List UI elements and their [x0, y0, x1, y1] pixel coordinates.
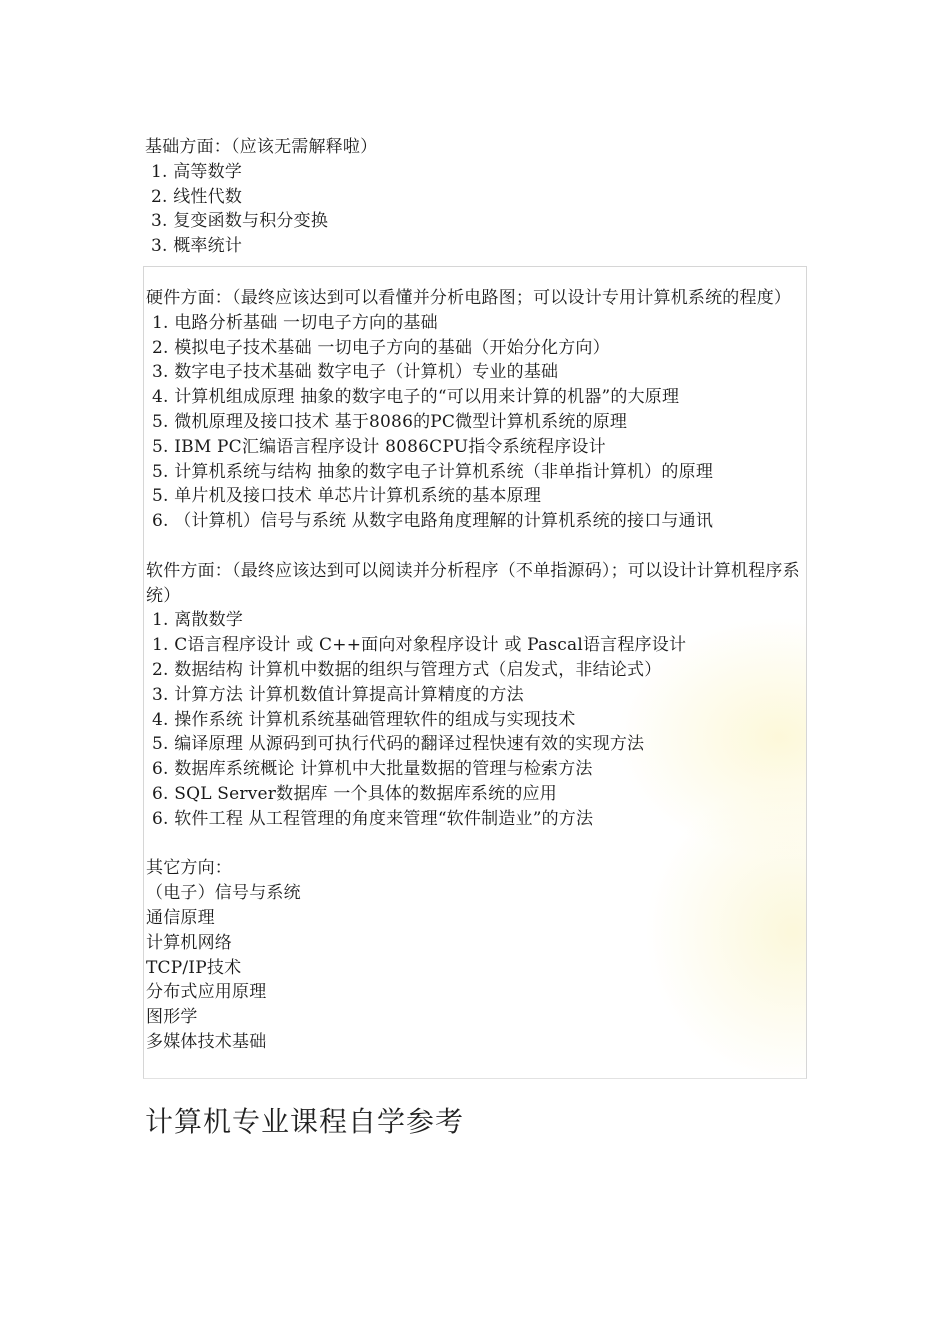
- hardware-item: 2. 模拟电子技术基础 一切电子方向的基础（开始分化方向）: [152, 337, 610, 358]
- other-item: 计算机网络: [146, 932, 232, 953]
- course-list-frame: [143, 266, 807, 1079]
- other-item: 分布式应用原理: [146, 982, 267, 1003]
- other-item: 图形学: [146, 1007, 198, 1028]
- hardware-item: 6. （计算机）信号与系统 从数字电路角度理解的计算机系统的接口与通讯: [152, 511, 714, 532]
- hardware-item: 4. 计算机组成原理 抽象的数字电子的“可以用来计算的机器”的大原理: [152, 387, 680, 408]
- basics-item: 2. 线性代数: [151, 186, 243, 207]
- software-item: 3. 计算方法 计算机数值计算提高计算精度的方法: [152, 684, 524, 705]
- hardware-item: 5. 单片机及接口技术 单芯片计算机系统的基本原理: [152, 486, 542, 507]
- basics-item: 3. 概率统计: [151, 236, 243, 257]
- basics-heading: 基础方面：（应该无需解释啦）: [145, 137, 378, 157]
- other-heading: 其它方向：: [146, 858, 232, 879]
- software-heading: 软件方面：（最终应该达到可以阅读并分析程序（不单指源码）；可以设计计算机程序系统）: [146, 560, 800, 606]
- software-item: 5. 编译原理 从源码到可执行代码的翻译过程快速有效的实现方法: [152, 734, 645, 755]
- software-item: 6. 数据库系统概论 计算机中大批量数据的管理与检索方法: [152, 759, 593, 780]
- other-item: TCP/IP技术: [146, 957, 242, 978]
- software-item: 1. C语言程序设计 或 C++面向对象程序设计 或 Pascal语言程序设计: [152, 635, 687, 656]
- other-item: （电子）信号与系统: [146, 883, 301, 904]
- section-spacer: [146, 534, 801, 559]
- hardware-item: 1. 电路分析基础 一切电子方向的基础: [152, 312, 438, 333]
- software-item: 2. 数据结构 计算机中数据的组织与管理方式（启发式，非结论式）: [152, 659, 662, 680]
- software-item: 6. SQL Server数据库 一个具体的数据库系统的应用: [152, 783, 557, 804]
- basics-item: 3. 复变函数与积分变换: [151, 211, 329, 232]
- other-item: 多媒体技术基础: [146, 1031, 267, 1052]
- basics-item: 1. 高等数学: [151, 161, 243, 182]
- software-item: 1. 离散数学: [152, 610, 244, 631]
- other-item: 通信原理: [146, 907, 215, 928]
- hardware-item: 5. IBM PC汇编语言程序设计 8086CPU指令系统程序设计: [152, 436, 606, 457]
- software-item: 6. 软件工程 从工程管理的角度来管理“软件制造业”的方法: [152, 808, 594, 829]
- hardware-heading: 硬件方面：（最终应该达到可以看懂并分析电路图；可以设计专用计算机系统的程度）: [146, 288, 792, 308]
- page-title: 计算机专业课程自学参考: [145, 1105, 465, 1138]
- hardware-item: 5. 计算机系统与结构 抽象的数字电子计算机系统（非单指计算机）的原理: [152, 461, 714, 482]
- basics-section: [145, 135, 805, 259]
- hardware-item: 5. 微机原理及接口技术 基于8086的PC微型计算机系统的原理: [152, 411, 628, 432]
- section-spacer: [146, 832, 801, 857]
- hardware-item: 3. 数字电子技术基础 数字电子（计算机）专业的基础: [152, 362, 559, 383]
- software-item: 4. 操作系统 计算机系统基础管理软件的组成与实现技术: [152, 709, 576, 730]
